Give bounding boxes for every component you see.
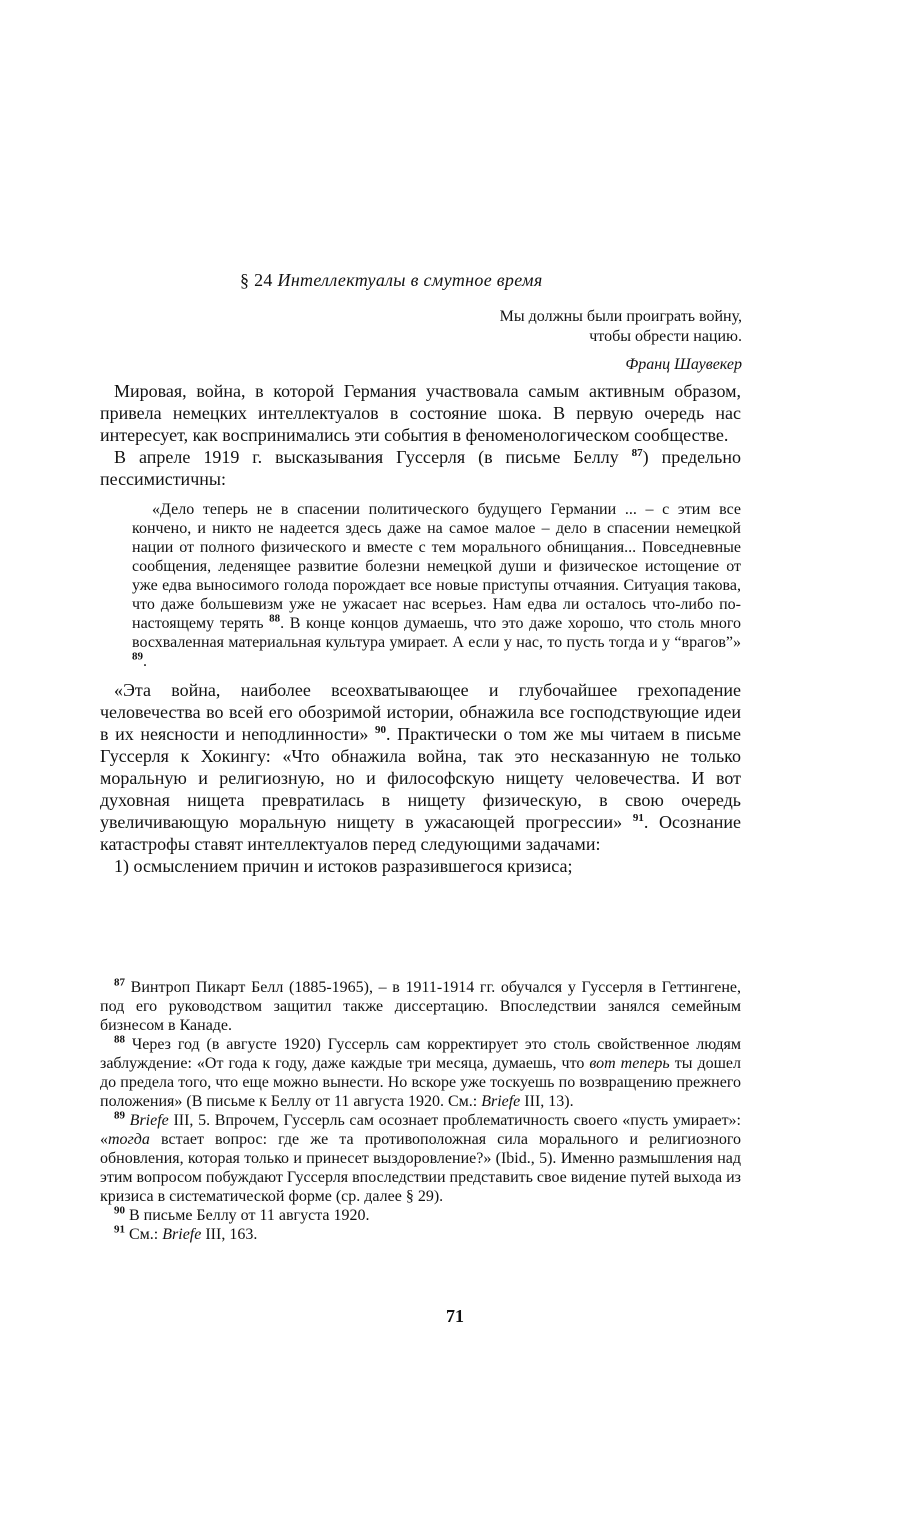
epigraph-author: Франц Шаувекер (625, 356, 742, 373)
footnote-88-emphasis: вот теперь (589, 1055, 670, 1072)
paragraph-2-text-a: В апреле 1919 г. высказывания Гуссерля (в письме Беллу (114, 447, 632, 467)
section-title: Интеллектуалы в смутное время (277, 270, 543, 290)
paragraph-3-text-c: . Осознание катастрофы ставят интеллектуалов перед следующими задачами: (100, 812, 741, 854)
footnote-87 (100, 978, 741, 1035)
footnote-89-text-b: встает вопрос: где же та противоположная сила морального и религиозного обновления, которая только и принесет выздоровление?» (Ibid., 5). Именно размышления над этим вопросом побуждают Гуссерля впоследствии представить свое видение путей выхода из кризиса в систематической форме (ср. далее § 29). (100, 1131, 741, 1205)
block-quote (132, 500, 741, 671)
footnote-90 (100, 1206, 741, 1225)
paragraph-3-text-a: «Эта война, наиболее всеохватывающее и глубочайшее грехопадение человечества во всей его обозримой истории, обнажила все господствующие идеи в их неясности и неподлинности» (100, 680, 741, 744)
footnote-88-text-c: III, 13). (520, 1093, 574, 1110)
footnote-number-89: 89 (114, 1109, 125, 1122)
footnote-ref-90[interactable]: 90 (374, 724, 386, 736)
section-number: § 24 (240, 270, 273, 290)
footnote-number-88: 88 (114, 1033, 125, 1046)
paragraph-2 (100, 446, 741, 490)
paragraph-1: Мировая, война, в которой Германия участвовала самым активным образом, привела немецких интеллектуалов в состояние шока. В первую очередь нас интересует, как воспринимались эти события в феноменологическом сообществе. (100, 381, 741, 445)
footnotes (100, 978, 741, 1244)
footnote-88-text-b: ты дошел до предела того, что еще можно вынести. Но вскоре уже тоскуешь по возвращению прежнего положения» (В письме к Беллу от 11 августа 1920. См.: (100, 1055, 741, 1110)
paragraph-2-text-b: ) предельно пессимистичны: (100, 447, 741, 489)
footnote-88 (100, 1035, 741, 1111)
footnote-number-91: 91 (114, 1223, 125, 1236)
paragraph-3 (100, 679, 741, 855)
paragraph-3-text-b: . Практически о том же мы читаем в письме Гуссерля к Хокингу: «Что обнажила война, так это несказанную не только моральную и религиозную, но и философскую нищету человечества. И вот духовная нищета превратилась в нищету физическую, в свою очередь увеличивающую моральную нищету в ужасающей прогрессии» (100, 724, 742, 832)
footnote-ref-87[interactable]: 87 (631, 447, 643, 459)
footnote-89-emphasis-2: тогда (108, 1131, 150, 1148)
footnote-ref-91[interactable]: 91 (632, 812, 644, 824)
footnote-89 (100, 1111, 741, 1206)
epigraph-line-2: чтобы обрести нацию. (589, 328, 742, 345)
quote-text-b: . В конце концов думаешь, что это даже хорошо, что столь много восхваленная материальная культура умирает. А если у нас, то пусть тогда и у “врагов”» (132, 615, 742, 651)
footnote-88-text-a: Через год (в августе 1920) Гуссерль сам корректирует это столь свойственное людям заблуждение: «От года к году, даже каждые три месяца, думаешь, что (100, 1036, 741, 1072)
footnote-90-text: В письме Беллу от 11 августа 1920. (125, 1207, 370, 1224)
quote-text-c: . (143, 653, 147, 670)
footnote-91-text-a: См.: (125, 1226, 163, 1243)
main-text (100, 380, 741, 877)
paragraph-4: 1) осмыслением причин и истоков разразившегося кризиса; (114, 856, 573, 876)
footnote-88-emphasis-2: Briefe (481, 1093, 521, 1110)
footnote-ref-88[interactable]: 88 (269, 612, 281, 625)
footnote-ref-89[interactable]: 89 (132, 650, 143, 663)
quote-text-a: «Дело теперь не в спасении политического будущего Германии ... – с этим все кончено, и никто не надеется здесь даже на самое малое – дело в спасении немецкой нации от полного физического и вместе с тем морального обнищания... Повседневные сообщения, леденящее развитие болезни немецкой души и физическое истощение от уже едва выносимого голода порождает все новые приступы отчаяния. Ситуация такова, что даже большевизм уже не ужасает нас всерьез. Нам едва ли осталось что-либо по-настоящему терять (132, 501, 741, 632)
footnote-number-87: 87 (114, 976, 125, 989)
footnote-91-text-b: III, 163. (201, 1226, 258, 1243)
section-heading (240, 270, 760, 291)
footnote-89-emphasis: Briefe (125, 1112, 169, 1129)
footnote-91-emphasis: Briefe (162, 1226, 202, 1243)
epigraph-line-1: Мы должны были проиграть войну, (499, 308, 742, 325)
footnote-89-text-a: III, 5. Впрочем, Гуссерль сам осознает проблематичность своего «пусть умирает»: « (100, 1112, 741, 1148)
page-number: 71 (446, 1306, 464, 1326)
footnote-87-text: Винтроп Пикарт Белл (1885-1965), – в 1911-1914 гг. обучался у Гуссерля в Геттингене, под его руководством защитил также диссертацию. Впоследствии занялся семейным бизнесом в Канаде. (100, 979, 741, 1034)
epigraph (322, 307, 742, 375)
footnote-number-90: 90 (114, 1204, 125, 1217)
footnote-91 (100, 1225, 741, 1244)
